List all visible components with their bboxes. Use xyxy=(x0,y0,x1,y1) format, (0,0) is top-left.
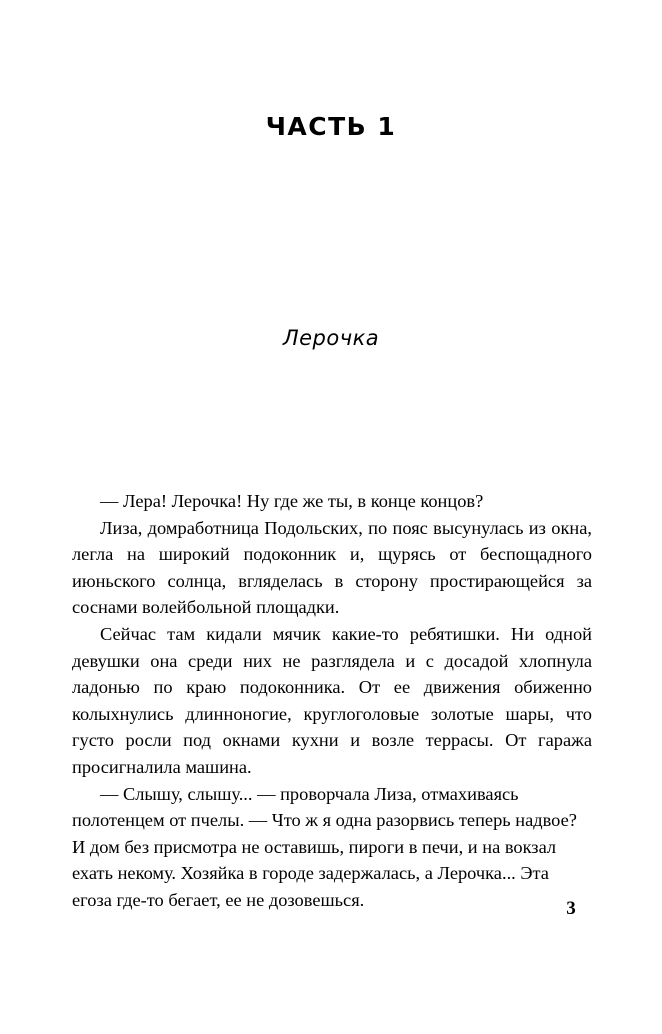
paragraph: Сейчас там кидали мячик какие-то ребятишки. Ни одной девушки она среди них не разглядела и с досадой хлопнула ладонью по краю подоконника. От ее движения обиженно колыхнулись длинноногие, круглоголовые золотые шары, что густо росли под окнами кухни и возле террасы. От гаража просигналила машина. xyxy=(72,623,592,777)
body-text xyxy=(72,488,592,914)
part-title: ЧАСТЬ 1 xyxy=(265,112,397,141)
paragraph: Лиза, домработница Подольских, по пояс высунулась из окна, легла на широкий подоконник и, щурясь от беспощадного июньского солнца, вгляделась в сторону простирающейся за соснами волейбольной площадки. xyxy=(72,517,592,618)
paragraph: — Слышу, слышу... — проворчала Лиза, отмахиваясь полотенцем от пчелы. — Что ж я одна разорвись теперь надвое? И дом без присмотра не оставишь, пироги в печи, и на вокзал ехать некому. Хозяйка в городе задержалась, а Лерочка... Эта егоза где-то бегает, ее не дозовешься. xyxy=(72,783,577,910)
page-number: 3 xyxy=(566,898,576,919)
paragraph: — Лера! Лерочка! Ну где же ты, в конце концов? xyxy=(100,491,484,511)
chapter-title: Лерочка xyxy=(282,326,380,350)
